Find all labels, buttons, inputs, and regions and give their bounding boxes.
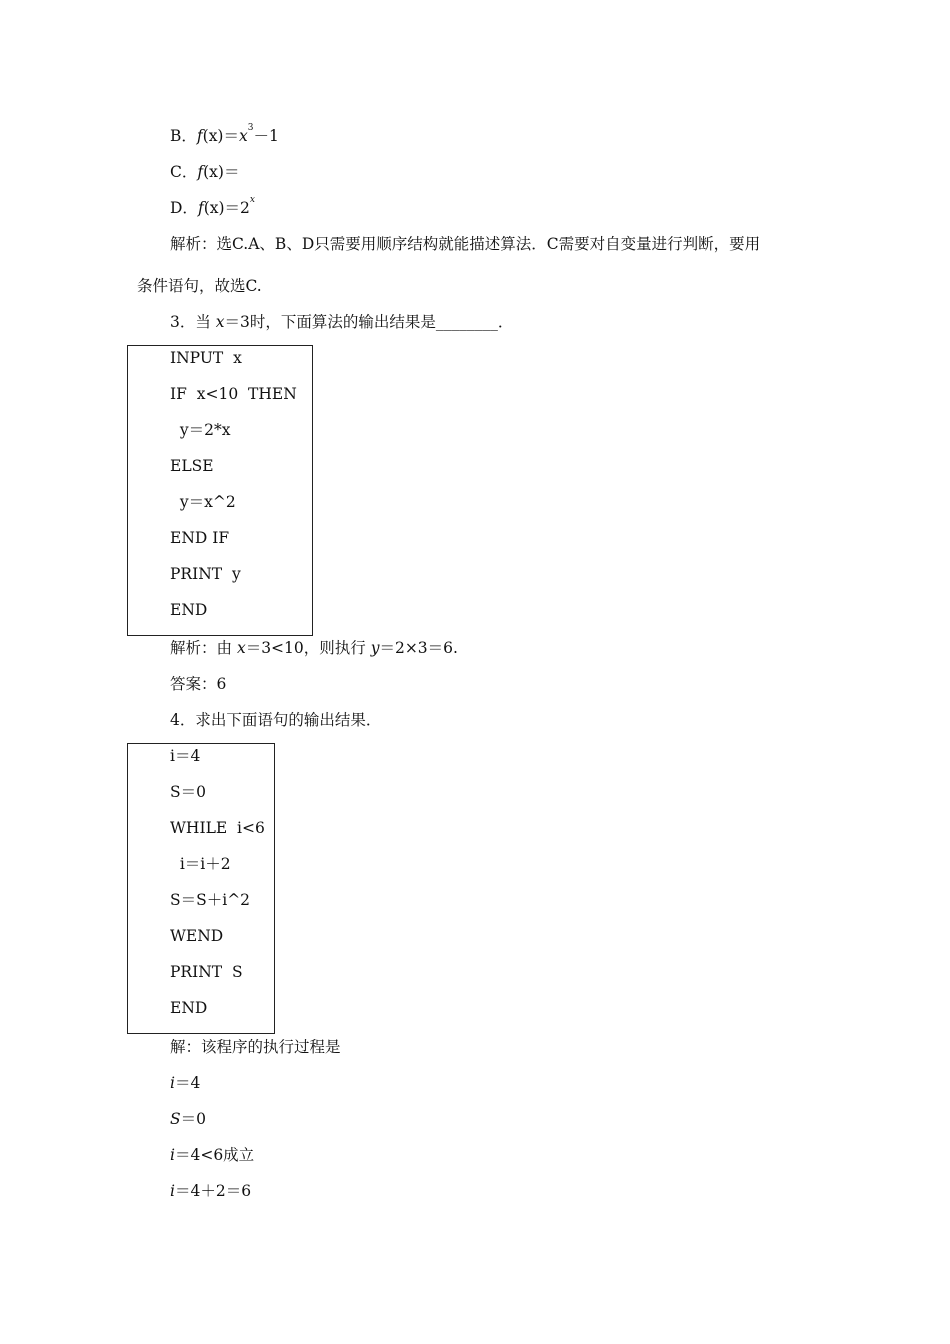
analysis-1-line-2: 条件语句，故选C. [137,277,262,295]
code-line: PRINT S [170,963,243,981]
option-d-exponent: x [249,195,255,205]
option-d-arg: (x)＝2 [203,199,250,217]
code-line: END [170,601,208,619]
code-line: END [170,999,208,1017]
step-text: ＝0 [180,1110,206,1128]
solution-step [170,1145,254,1165]
code-line: IF x<10 THEN [170,385,297,403]
question-4-title: 4．求出下面语句的输出结果． [170,711,382,729]
option-d-func: f [197,199,204,217]
code-line: S＝S＋i^2 [170,891,251,909]
question-3-analysis [170,638,458,658]
step-text: ＝4＋2＝6 [174,1182,252,1200]
solution-step [170,1073,200,1093]
option-c [170,162,239,182]
code-line: END IF [170,529,230,547]
analysis-text: ＝2×3＝6. [379,639,458,657]
step-var: S [170,1110,181,1128]
analysis-text: ＝3<10，则执行 [245,639,371,657]
question-3-var: x [215,313,225,331]
code-line: S＝0 [170,783,206,801]
code-line: y＝x^2 [170,493,236,511]
solution-intro: 解：该程序的执行过程是 [170,1038,341,1056]
code-line: WEND [170,927,224,945]
option-b-arg: (x)＝ [202,127,239,145]
solution-step [170,1109,206,1129]
step-text: ＝4 [174,1074,201,1092]
option-b-tail: －1 [253,127,279,145]
option-b-func: f [196,127,203,145]
solution-step [170,1181,251,1201]
step-var: i [170,1146,175,1164]
code-line: PRINT y [170,565,241,583]
option-d-label: D． [170,199,198,217]
code-line: INPUT x [170,349,242,367]
step-var: i [170,1074,175,1092]
option-b-exponent: 3 [247,123,254,133]
option-c-func: f [197,163,204,181]
option-b [170,123,279,146]
step-text: ＝4<6成立 [174,1146,255,1164]
analysis-text: 解析：由 [170,639,237,657]
option-d [170,195,255,218]
question-3-answer: 答案：6 [170,675,227,693]
option-b-label: B． [170,127,197,145]
option-b-base: x [238,127,248,145]
option-c-label: C． [170,163,198,181]
question-3-prefix: 3．当 [170,313,216,331]
question-3-title [170,312,513,332]
code-line: ELSE [170,457,214,475]
analysis-var-y: y [370,639,380,657]
code-line: i＝4 [170,747,201,765]
analysis-var-x: x [236,639,246,657]
code-line: y＝2*x [170,421,231,439]
option-c-arg: (x)＝ [203,163,240,181]
code-line: i＝i＋2 [170,855,231,873]
step-var: i [170,1182,175,1200]
question-3-suffix: ＝3时，下面算法的输出结果是________． [224,313,514,331]
code-line: WHILE i<6 [170,819,265,837]
analysis-1-line-1: 解析：选C.A、B、D只需要用顺序结构就能描述算法．C需要对自变量进行判断，要用 [170,235,761,253]
